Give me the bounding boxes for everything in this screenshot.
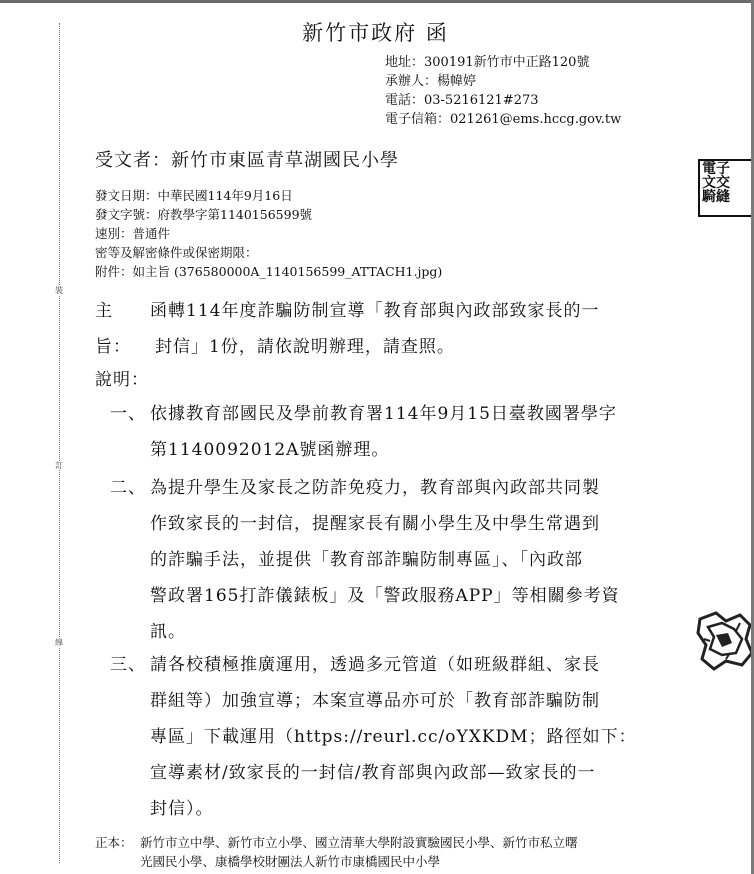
meta-speed: 速別：普通件 bbox=[95, 226, 171, 241]
item-line: 依據教育部國民及學前教育署114年9月15日臺教國署學字 bbox=[150, 404, 617, 424]
item-line: 的詐騙手法，並提供「教育部詐騙防制專區」、「內政部 bbox=[150, 550, 583, 570]
item-line: 警政署165打詐儀錶板」及「警政服務APP」等相關參考資 bbox=[150, 586, 620, 606]
cc-label: 正本： bbox=[95, 835, 133, 850]
e-doc-seam-stamp bbox=[698, 159, 751, 217]
contact-email: 電子信箱：021261@ems.hccg.gov.tw bbox=[385, 112, 622, 127]
explanation-label: 說明： bbox=[95, 370, 149, 390]
item-line: 第1140092012A號函辦理。 bbox=[150, 440, 390, 460]
binding-mark-ding: 訂 bbox=[55, 461, 63, 470]
binding-mark-zhuang: 裝 bbox=[55, 286, 63, 295]
item-line: 封信）。 bbox=[150, 799, 214, 819]
item-line: 宣導素材/致家長的一封信/教育部與內政部—致家長的一 bbox=[150, 763, 596, 783]
document-title: 新竹市政府 函 bbox=[302, 21, 449, 45]
meta-attachment: 附件：如主旨 (376580000A_1140156599_ATTACH1.jpg) bbox=[95, 264, 443, 279]
item-number: 二、 bbox=[110, 478, 146, 498]
item-number: 三、 bbox=[110, 655, 146, 675]
stamp-line: 電子 bbox=[702, 161, 730, 177]
binding-mark-xian: 線 bbox=[55, 638, 63, 647]
stamp-line: 騎縫 bbox=[702, 189, 730, 205]
subject-line: 函轉114年度詐騙防制宣導「教育部與內政部致家長的一 bbox=[150, 301, 600, 321]
item-line: 專區」下載運用（https://reurl.cc/oYXKDM；路徑如下： bbox=[150, 727, 637, 747]
document-page bbox=[0, 3, 751, 874]
official-seal-fragment bbox=[696, 609, 751, 671]
meta-security: 密等及解密條件或保密期限： bbox=[95, 245, 258, 260]
item-line: 群組等）加強宣導；本案宣導品亦可於「教育部詐騙防制 bbox=[150, 691, 600, 711]
contact-phone: 電話：03-5216121#273 bbox=[385, 93, 539, 108]
subject-label: 主旨： bbox=[95, 301, 131, 357]
item-line: 為提升學生及家長之防詐免疫力，教育部與內政部共同製 bbox=[150, 478, 600, 498]
meta-doc-number: 發文字號：府教學字第1140156599號 bbox=[95, 207, 313, 222]
binding-dotted-line bbox=[59, 23, 60, 863]
cc-line: 新竹市立中學、新竹市立小學、國立清華大學附設實驗國民小學、新竹市私立曙 bbox=[140, 835, 578, 850]
contact-address: 地址：300191新竹市中正路120號 bbox=[385, 55, 590, 70]
stamp-line: 文交 bbox=[702, 175, 730, 191]
item-line: 作致家長的一封信，提醒家長有關小學生及中學生常遇到 bbox=[150, 514, 600, 534]
contact-block bbox=[385, 53, 621, 129]
contact-handler: 承辦人：楊幃婷 bbox=[385, 74, 477, 89]
item-number: 一、 bbox=[110, 404, 146, 424]
cc-line: 光國民小學、康橋學校財團法人新竹市康橋國民中小學 bbox=[140, 854, 441, 869]
recipient: 受文者：新竹市東區青草湖國民小學 bbox=[95, 150, 399, 171]
meta-block bbox=[95, 186, 442, 281]
subject-line: 封信」1份，請依說明辦理，請查照。 bbox=[155, 337, 455, 357]
item-line: 請各校積極推廣運用，透過多元管道（如班級群組、家長 bbox=[150, 655, 600, 675]
meta-date: 發文日期：中華民國114年9月16日 bbox=[95, 188, 293, 203]
item-line: 訊。 bbox=[150, 622, 186, 642]
